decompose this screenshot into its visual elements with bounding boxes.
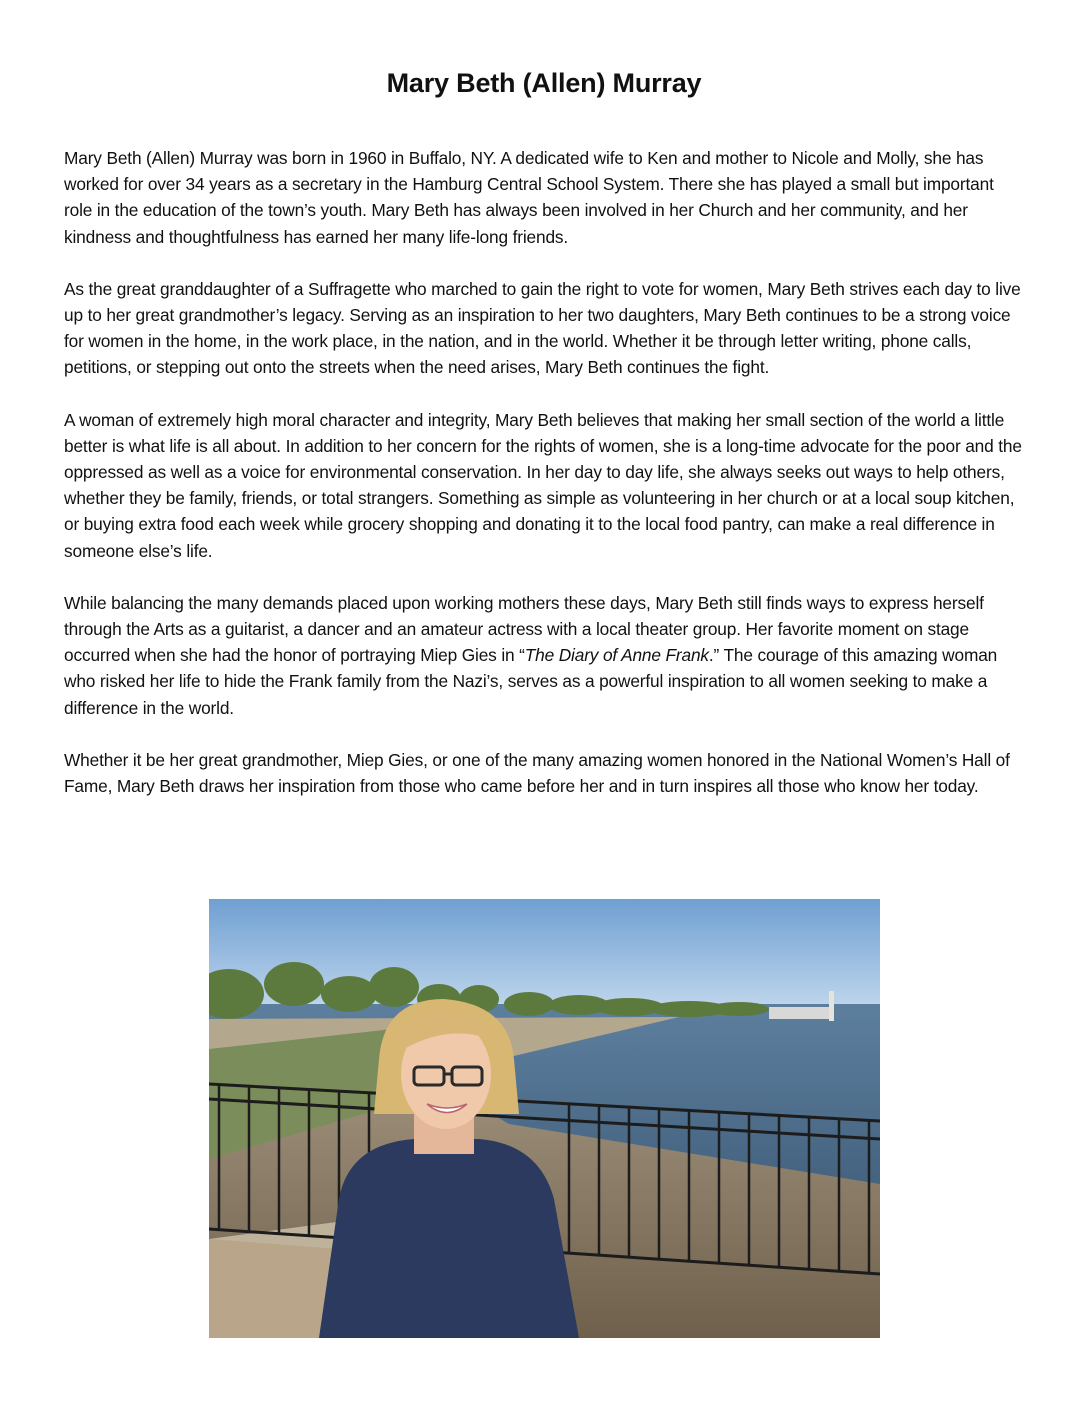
page-title: Mary Beth (Allen) Murray (386, 68, 702, 98)
paragraph-2: As the great granddaughter of a Suffragette who marched to gain the right to vote for women, Mary Beth strives each day to live up to her great grandmother’s legacy. Serving as an inspiration to her two daughters, Mary Beth continues to be a strong voice for women in the home, in the work place, in the nation, and in the world. Whether it be through letter writing, phone calls, petitions, or stepping out onto the streets when the need arises, Mary Beth continues the fight. (64, 278, 1021, 378)
paragraph-3: A woman of extremely high moral character and integrity, Mary Beth believes that making her small section of the world a little better is what life is all about. In addition to her concern for the rights of women, she is a long-time advocate for the poor and the oppressed as well as a voice for environmental conservation. In her day to day life, she always seeks out ways to help others, whether they be family, friends, or total strangers. Something as simple as volunteering in her church or at a local soup kitchen, or buying extra food each week while grocery shopping and donating it to the local food pantry, can make a real difference in someone else’s life. (64, 409, 1022, 561)
paragraph-4 (64, 590, 1026, 721)
paragraph-4-text-start: While balancing the many demands placed upon working mothers these days, Mary Beth still finds ways to express herself through the Arts as a guitarist, a dancer and an amateur actress with a local theater group. Her favorite moment on stage occurred when she had the honor of portraying Miep Gies in “ (64, 592, 984, 666)
biography-body (64, 145, 1026, 825)
paragraph-4-text-end: .” The courage of this amazing woman who risked her life to hide the Frank family from the Nazi’s, serves as a powerful inspiration to all women seeking to make a difference in the world. (64, 645, 998, 718)
play-title: The Diary of Anne Frank (524, 645, 709, 666)
paragraph-1: Mary Beth (Allen) Murray was born in 1960 in Buffalo, NY. A dedicated wife to Ken and mother to Nicole and Molly, she has worked for over 34 years as a secretary in the Hamburg Central School System. There she has played a small but important role in the education of the town’s youth. Mary Beth has always been involved in her Church and her community, and her kindness and thoughtfulness has earned her many life-long friends. (64, 148, 994, 247)
portrait-photo (209, 899, 880, 1338)
paragraph-5: Whether it be her great grandmother, Miep Gies, or one of the many amazing women honored in the National Women’s Hall of Fame, Mary Beth draws her inspiration from those who came before her and in turn inspires all those who know her today. (64, 749, 1010, 797)
